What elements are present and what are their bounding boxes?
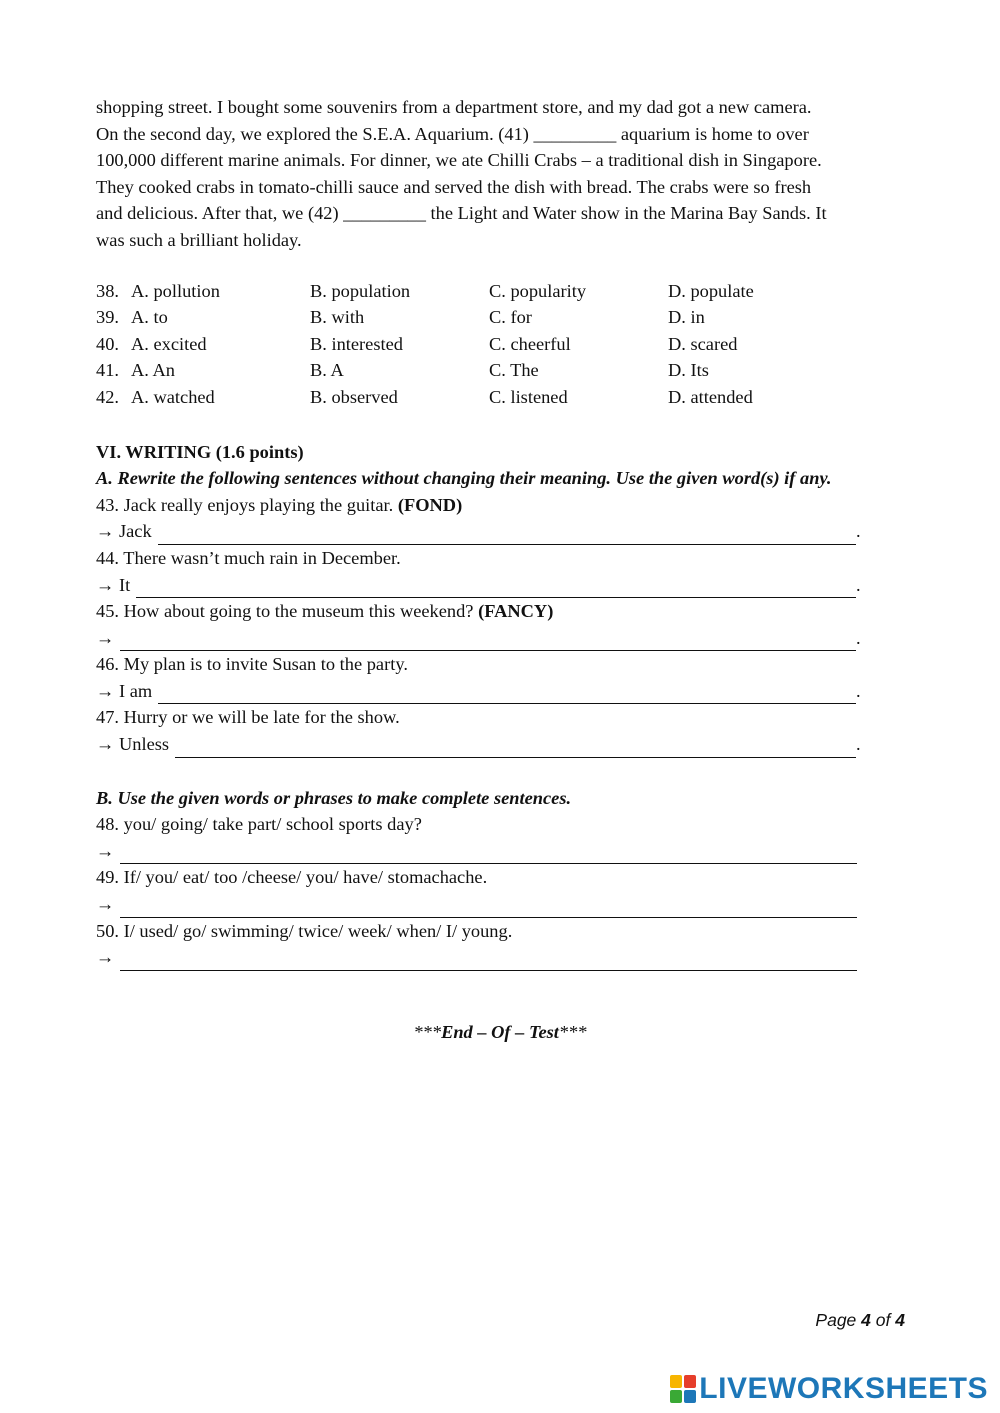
answer-blank[interactable] <box>175 739 856 758</box>
brand-name: LIVEWORKSHEETS <box>699 1372 988 1405</box>
page-current: 4 <box>861 1310 871 1330</box>
writing-section-heading: VI. WRITING (1.6 points) <box>96 441 304 462</box>
answer-line-49[interactable] <box>96 891 857 918</box>
reading-passage <box>96 94 905 254</box>
keyword: (FANCY) <box>478 601 554 622</box>
question-number: 40. <box>96 333 119 354</box>
option-d[interactable]: D. Its <box>668 360 709 381</box>
answer-line-50[interactable] <box>96 944 857 971</box>
passage-line: They cooked crabs in tomato-chilli sauce and served the dish with bread. The crabs were so fresh <box>96 176 812 197</box>
option-a[interactable]: A. pollution <box>131 280 220 301</box>
question-number: 39. <box>96 307 119 328</box>
option-row-41 <box>96 357 905 384</box>
answer-prefix: → <box>96 947 115 968</box>
option-c[interactable]: C. cheerful <box>489 333 571 354</box>
question-text: 46. My plan is to invite Susan to the party. <box>96 654 408 675</box>
worksheet-page <box>96 94 905 971</box>
answer-prefix: → Unless <box>96 734 170 755</box>
question-47 <box>96 704 905 731</box>
option-a[interactable]: A. excited <box>131 333 207 354</box>
stars-left: *** <box>413 1022 442 1042</box>
option-b[interactable]: B. observed <box>310 386 398 407</box>
answer-blank[interactable] <box>120 952 857 971</box>
passage-line: On the second day, we explored the S.E.A. Aquarium. (41) _________ aquarium is home to over <box>96 123 809 144</box>
option-d[interactable]: D. in <box>668 307 705 328</box>
part-a-questions <box>96 492 905 758</box>
answer-prefix: → <box>96 627 115 648</box>
end-text: End – Of – Test <box>441 1022 559 1042</box>
option-b[interactable]: B. with <box>310 307 365 328</box>
answer-line-44[interactable]: → It . <box>96 572 862 599</box>
question-48: 48. you/ going/ take part/ school sports day? <box>96 814 422 835</box>
option-c[interactable]: C. listened <box>489 386 568 407</box>
question-text: 44. There wasn’t much rain in December. <box>96 547 401 568</box>
question-number: 41. <box>96 360 119 381</box>
option-d[interactable]: D. scared <box>668 333 738 354</box>
question-44 <box>96 545 905 572</box>
stars-right: *** <box>558 1022 587 1042</box>
question-text: 43. Jack really enjoys playing the guitar. <box>96 494 394 515</box>
option-d[interactable]: D. attended <box>668 386 753 407</box>
question-49: 49. If/ you/ eat/ too /cheese/ you/ have/ stomachache. <box>96 867 488 888</box>
option-c[interactable]: C. for <box>489 307 532 328</box>
answer-line-45[interactable]: → . <box>96 625 862 652</box>
question-50: 50. I/ used/ go/ swimming/ twice/ week/ when/ I/ young. <box>96 920 513 941</box>
page-total: 4 <box>895 1310 905 1330</box>
liveworksheets-logo[interactable] <box>670 1372 988 1406</box>
answer-blank[interactable] <box>120 899 857 918</box>
option-a[interactable]: A. An <box>131 360 175 381</box>
page-of: of <box>875 1310 891 1330</box>
question-text: 47. Hurry or we will be late for the show. <box>96 707 400 728</box>
option-c[interactable]: C. popularity <box>489 280 587 301</box>
page-label: Page <box>815 1310 857 1330</box>
end-of-test <box>0 1022 1000 1043</box>
question-43 <box>96 492 905 519</box>
part-b-questions <box>96 811 905 971</box>
part-b-instruction: B. Use the given words or phrases to make complete sentences. <box>96 787 572 808</box>
answer-blank[interactable] <box>120 632 856 651</box>
option-row-42 <box>96 384 905 411</box>
liveworksheets-logo-icon <box>670 1375 696 1403</box>
answer-blank[interactable] <box>120 845 857 864</box>
question-number: 38. <box>96 280 119 301</box>
option-b[interactable]: B. A <box>310 360 344 381</box>
answer-line-48[interactable] <box>96 838 857 865</box>
passage-line: 100,000 different marine animals. For dinner, we ate Chilli Crabs – a traditional dish in Singapore. <box>96 150 822 171</box>
option-d[interactable]: D. populate <box>668 280 754 301</box>
option-c[interactable]: C. The <box>489 360 539 381</box>
option-row-38 <box>96 278 905 305</box>
passage-line: was such a brilliant holiday. <box>96 229 302 250</box>
answer-prefix: → <box>96 894 115 915</box>
answer-prefix: → It <box>96 574 131 595</box>
answer-prefix: → Jack <box>96 521 152 542</box>
option-a[interactable]: A. to <box>131 307 168 328</box>
option-row-40 <box>96 331 905 358</box>
answer-line-46[interactable]: → I am . <box>96 678 862 705</box>
option-b[interactable]: B. interested <box>310 333 403 354</box>
part-a-instruction: A. Rewrite the following sentences without changing their meaning. Use the given word(s) if any. <box>96 468 832 489</box>
answer-line-47[interactable]: → Unless . <box>96 731 862 758</box>
question-45 <box>96 598 905 625</box>
answer-options <box>96 278 905 411</box>
page-number <box>815 1310 905 1331</box>
question-46 <box>96 651 905 678</box>
keyword: (FOND) <box>397 494 463 515</box>
question-number: 42. <box>96 386 119 407</box>
answer-line-43[interactable]: → Jack . <box>96 518 862 545</box>
option-row-39 <box>96 304 905 331</box>
option-a[interactable]: A. watched <box>131 386 215 407</box>
answer-prefix: → I am <box>96 680 153 701</box>
answer-blank[interactable] <box>158 685 856 704</box>
answer-blank[interactable] <box>136 579 856 598</box>
passage-line: shopping street. I bought some souvenirs from a department store, and my dad got a new camera. <box>96 97 812 117</box>
answer-blank[interactable] <box>158 526 856 545</box>
passage-line: and delicious. After that, we (42) _________ the Light and Water show in the Marina Bay Sands. It <box>96 203 827 224</box>
option-b[interactable]: B. population <box>310 280 411 301</box>
question-text: 45. How about going to the museum this weekend? <box>96 601 474 622</box>
answer-prefix: → <box>96 840 115 861</box>
